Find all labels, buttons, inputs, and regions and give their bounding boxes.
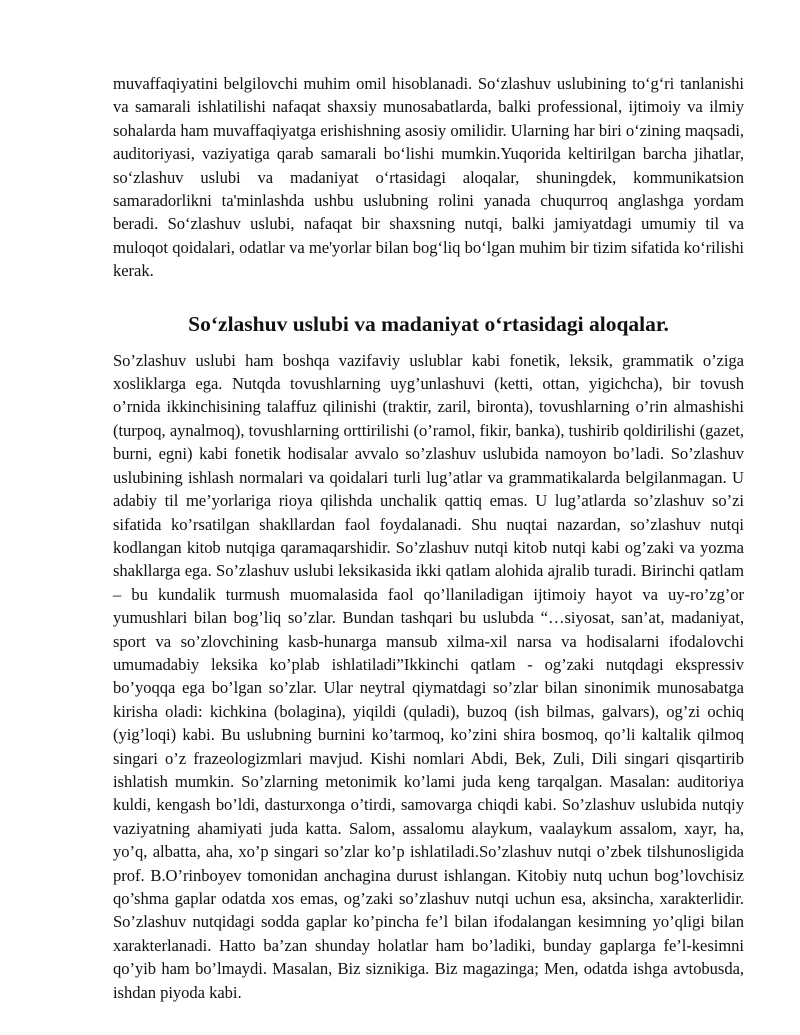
section-heading: So‘zlashuv uslubi va madaniyat o‘rtasidagi aloqalar. [188, 311, 669, 336]
intro-paragraph: muvaffaqiyatini belgilovchi muhim omil hisoblanadi. So‘zlashuv uslubining to‘g‘ri tanlanishi va samarali ishlatilishi nafaqat shaxsiy munosabatlarda, balki professional, ijtimoiy va ilmiy sohalarda ham muvaffaqiyatga erishishning asosiy omilidir. Ularning har biri o‘zining maqsadi, auditoriyasi, vaziyatiga qarab samarali bo‘lishi mumkin.Yuqorida keltirilgan barcha jihatlar, so‘zlashuv uslubi va madaniyat o‘rtasidagi aloqalar, shuningdek, kommunikatsion samaradorlikni ta'minlashda ushbu uslubning rolini yanada chuqurroq anglashga yordam beradi. So‘zlashuv uslubi, nafaqat bir shaxsning nutqi, balki jamiyatdagi umumiy til va muloqot qoidalari, odatlar va me'yorlar bilan bog‘liq bo‘lgan muhim bir tizim sifatida ko‘rilishi kerak. [113, 74, 744, 281]
body-paragraph: So’zlashuv uslubi ham boshqa vazifaviy uslublar kabi fonetik, leksik, grammatik o’ziga xosliklarga ega. Nutqda tovushlarning uyg’unlashuvi (ketti, ottan, yigichcha), bir tovush o’rnida ikkinchisining talaffuz qilinishi (traktir, zaril, bironta), tovushlarning o’rin almashishi (turpoq, aynalmoq), tovushlarning orttirilishi (o’ramol, fikir, banka), tushirib qoldirilishi (gazet, burni, egni) kabi fonetik hodisalar avvalo so’zlashuv uslubida namoyon bo’ladi. So’zlashuv uslubining ishlash normalari va qoidalari turli lug’atlar va grammatikalarda belgilanmagan. U adabiy til me’yorlariga rioya qilishda unchalik qattiq emas. U lug’atlarda so’zlashuv so’zi sifatida ko’rsatilgan shakllardan faol foydalanadi. Shu nuqtai nazardan, so’zlashuv nutqi kodlangan kitob nutqiga qaramaqarshidir. So’zlashuv nutqi kitob nutqi kabi og’zaki va yozma shakllarga ega. So’zlashuv uslubi leksikasida ikki qatlam alohida ajralib turadi. Birinchi qatlam – bu kundalik turmush muomalasida faol qo’llaniladigan ijtimoiy hayot va uy-ro’zg’or yumushlari bilan bog’liq so’zlar. Bundan tashqari bu uslubda “…siyosat, san’at, madaniyat, sport va so’zlovchining kasb-hunarga mansub xilma-xil narsa va hodisalarni ifodalovchi umumadabiy leksika ko’plab ishlatiladi”Ikkinchi qatlam - og’zaki nutqdagi ekspressiv bo’yoqqa ega bo’lgan so’zlar. Ular neytral qiymatdagi so’zlar bilan sinonimik munosabatga kirisha oladi: kichkina (bolagina), yiqildi (quladi), buzoq (ish bilmas, galvars), og’zi ochiq (yig’loqi) kabi. Bu uslubning burnini ko’tarmoq, ko’zini shira bosmoq, qo’li kaltalik qilmoq singari o’z frazeologizmlari mavjud. Kishi nomlari Abdi, Bek, Zuli, Dili singari qisqartirib ishlatish mumkin. So’zlarning metonimik ko’lami juda keng tarqalgan. Masalan: auditoriya kuldi, kengash bo’ldi, dasturxonga o’tirdi, samovarga chiqdi kabi. So’zlashuv uslubida nutqiy vaziyatning ahamiyati juda katta. Salom, assalomu alaykum, vaalaykum assalom, xayr, ha, yo’q, albatta, aha, xo’p singari so’zlar ko’p ishlatiladi.So’zlashuv nutqi o’zbek tilshunosligida prof. B.O’rinboyev tomonidan anchagina durust ishlangan. Kitobiy nutq uchun bog’lovchisiz qo’shma gaplar odatda xos emas, og’zaki so’zlashuv nutqi uchun esa, aksincha, xarakterlidir. So’zlashuv nutqidagi sodda gaplar ko’pincha fe’l bilan ifodalangan kesimning yo’qligi bilan xarakterlanadi. Hatto ba’zan shunday holatlar ham bo’ladiki, bunday gaplarga fe’l-kesimni qo’yib ham bo’lmaydi. Masalan, Biz siznikiga. Biz magazinga; Men, odatda ishga avtobusda, ishdan piyoda kabi. [113, 350, 744, 1002]
